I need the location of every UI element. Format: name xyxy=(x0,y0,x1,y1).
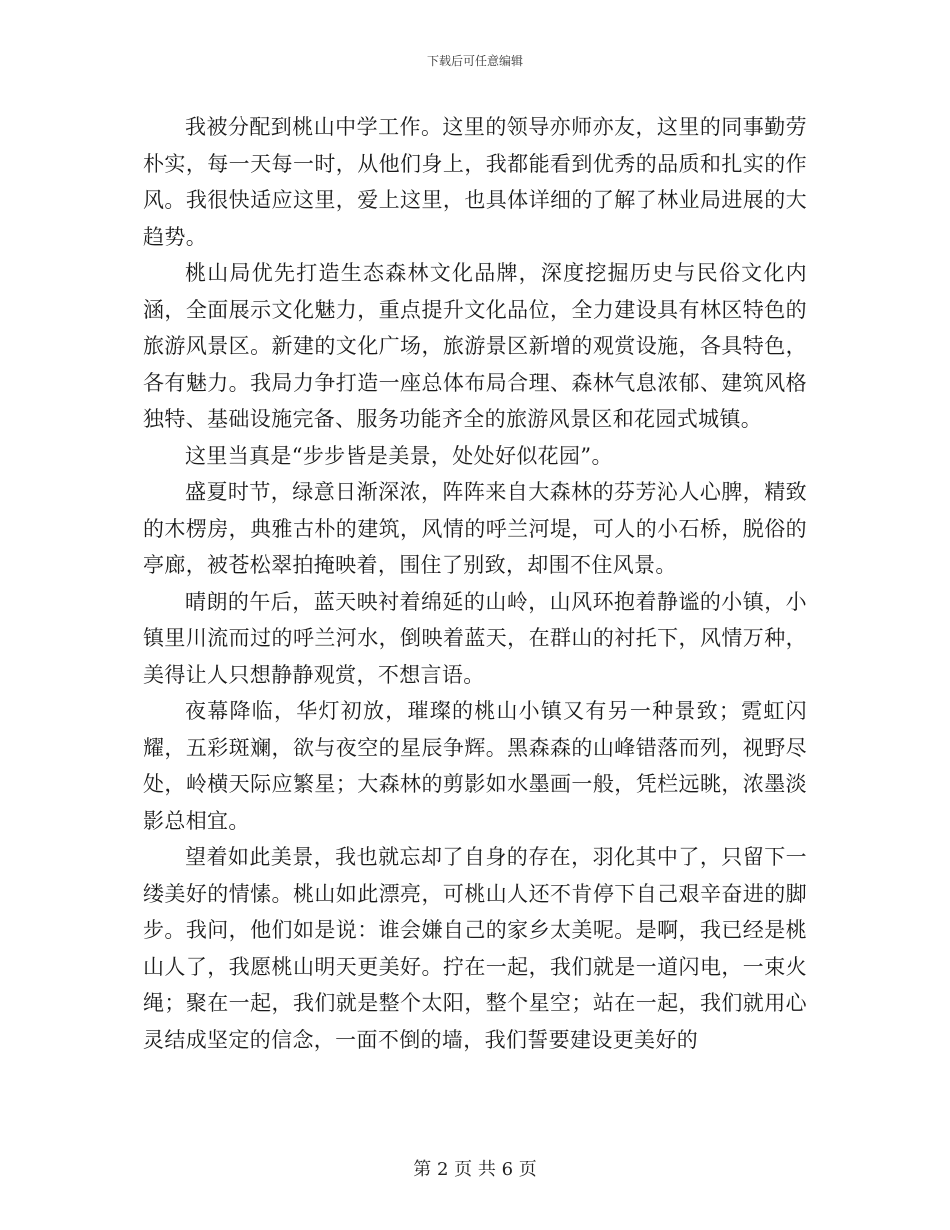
document-body xyxy=(143,109,807,1058)
paragraph-3: 这里当真是“步步皆是美景，处处好似花园”。 xyxy=(185,443,613,468)
page-number: 第 2 页 共 6 页 xyxy=(413,1159,537,1180)
paragraph-2: 桃山局优先打造生态森林文化品牌，深度挖掘历史与民俗文化内涵，全面展示文化魅力，重点提升文化品位，全力建设具有林区特色的旅游风景区。新建的文化广场，旅游景区新增的观赏设施，各具特色，各有魅力。我局力争打造一座总体布局合理、森林气息浓郁、建筑风格独特、基础设施完备、服务功能齐全的旅游风景区和花园式城镇。 xyxy=(143,261,807,431)
paragraph-4: 盛夏时节，绿意日渐深浓，阵阵来自大森林的芬芳沁人心脾，精致的木楞房，典雅古朴的建筑，风情的呼兰河堤，可人的小石桥，脱俗的亭廊，被苍松翠拍掩映着，围住了别致，却围不住风景。 xyxy=(143,480,807,577)
paragraph-7: 望着如此美景，我也就忘却了自身的存在，羽化其中了，只留下一缕美好的情愫。桃山如此漂亮，可桃山人还不肯停下自己艰辛奋进的脚步。我问，他们如是说：谁会嫌自己的家乡太美呢。是啊，我已经是桃山人了，我愿桃山明天更美好。拧在一起，我们就是一道闪电，一束火绳；聚在一起，我们就是整个太阳，整个星空；站在一起，我们就用心灵结成坚定的信念，一面不倒的墙，我们誓要建设更美好的 xyxy=(143,845,807,1052)
page-header: 下载后可任意编辑 xyxy=(426,54,523,68)
paragraph-6: 夜幕降临，华灯初放，璀璨的桃山小镇又有另一种景致；霓虹闪耀，五彩斑斓，欲与夜空的星辰争辉。黑森森的山峰错落而列，视野尽处，岭横天际应繁星；大森林的剪影如水墨画一般，凭栏远眺，浓墨淡影总相宜。 xyxy=(143,699,807,833)
paragraph-5: 晴朗的午后，蓝天映衬着绵延的山岭，山风环抱着静谧的小镇，小镇里川流而过的呼兰河水，倒映着蓝天，在群山的衬托下，风情万种，美得让人只想静静观赏，不想言语。 xyxy=(143,589,807,687)
paragraph-1: 我被分配到桃山中学工作。这里的领导亦师亦友，这里的同事勤劳朴实，每一天每一时，从他们身上，我都能看到优秀的品质和扎实的作风。我很快适应这里，爱上这里，也具体详细的了解了林业局进展的大趋势。 xyxy=(143,115,807,249)
